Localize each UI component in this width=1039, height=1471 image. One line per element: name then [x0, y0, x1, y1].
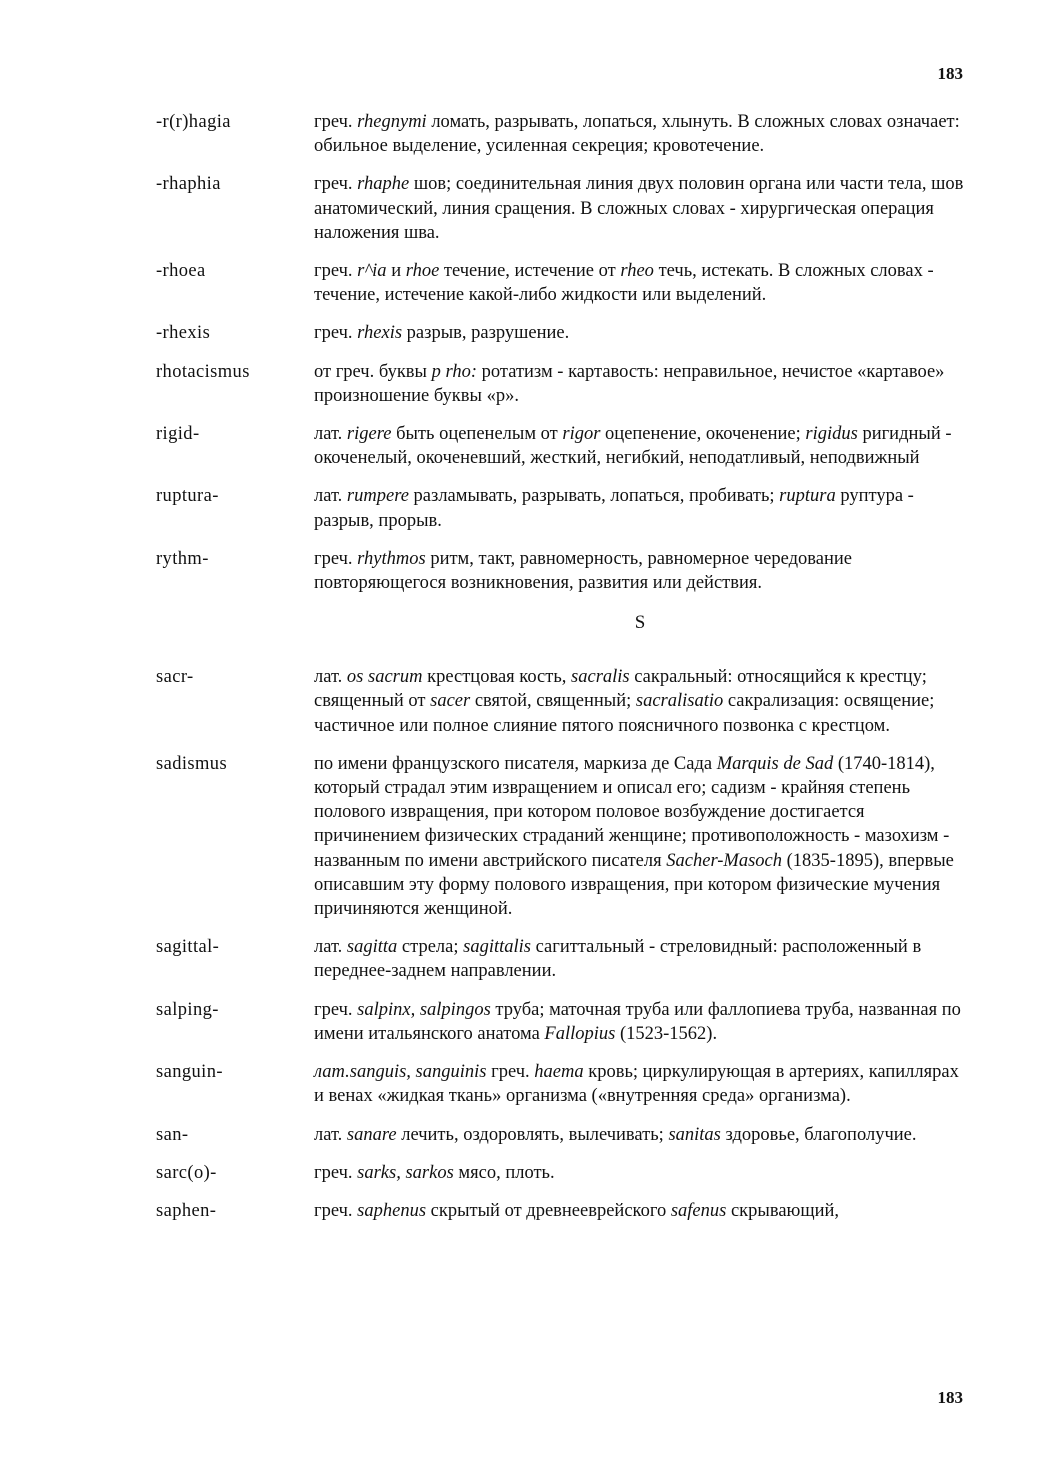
- definition-text: (1835-1895), впервые описавшим эту форму полового извращения, при котором физические мучения причиняются женщиной.: [314, 850, 954, 920]
- entry-definition: [314, 935, 966, 983]
- entry-term: rhotacismus: [156, 361, 250, 382]
- definition-term-italic: rheo: [620, 261, 654, 282]
- dictionary-entry: [156, 172, 966, 245]
- definition-term-italic: saphenus: [357, 1200, 427, 1221]
- definition-text: мясо, плоть.: [453, 1162, 555, 1183]
- definition-text: лат.: [314, 486, 347, 507]
- definition-text: от греч. буквы: [314, 361, 432, 382]
- definition-text: ригидный - окоченелый, окоченевший, жесткий, негибкий, неподатливый, неподвижный: [314, 424, 952, 469]
- definition-text: лат.: [314, 1124, 347, 1145]
- dictionary-entry: [156, 422, 966, 470]
- definition-term-italic: rumpere: [346, 486, 409, 507]
- definition-text: и: [386, 261, 406, 282]
- dictionary-entry: [156, 1199, 966, 1223]
- definition-term-italic: р: [431, 361, 441, 382]
- definition-text: (1523-1562).: [615, 1023, 718, 1044]
- entry-definition: [314, 110, 966, 158]
- definition-text: разрыв, разрушение.: [402, 323, 570, 344]
- definition-text: лат.: [314, 937, 347, 958]
- definition-term-italic: rhexis: [357, 323, 403, 344]
- definition-term-italic: safenus: [670, 1200, 727, 1221]
- definition-text: скрывающий,: [726, 1200, 840, 1221]
- definition-text: шов; соединительная линия двух половин органа или части тела, шов анатомический, линия сращения. В сложных словах - хирургическая операция наложения шва.: [314, 174, 964, 243]
- entry-term: rigid-: [156, 424, 200, 445]
- definition-text: ритм, такт, равномерность, равномерное чередование повторяющегося возникновения, развития или действия.: [314, 548, 852, 594]
- definition-text: по имени французского писателя, маркиза де Сада: [314, 753, 717, 774]
- definition-term-italic: лат.sanguis, sanguinis: [314, 1062, 487, 1083]
- entry-definition: [314, 1199, 966, 1223]
- definition-term-italic: rhegnymi: [357, 112, 427, 132]
- entry-term: -rhoea: [156, 261, 206, 282]
- definition-text: греч.: [314, 548, 358, 569]
- definition-term-italic: haema: [534, 1062, 584, 1083]
- entry-definition: [314, 321, 966, 345]
- definition-term-italic: sanitas: [668, 1124, 721, 1145]
- entry-definition: [314, 998, 966, 1046]
- definition-term-italic: sagittalis: [463, 937, 531, 958]
- dictionary-entry: [156, 935, 966, 983]
- definition-text: сагиттальный - стреловидный: расположенный в переднее-заднем направлении.: [314, 937, 922, 982]
- definition-text: греч.: [314, 174, 358, 195]
- dictionary-entry: [156, 665, 966, 738]
- entries-group-s: [156, 665, 966, 1223]
- dictionary-entry: [156, 110, 966, 158]
- definition-term-italic: sarks, sarkos: [357, 1162, 454, 1183]
- entry-definition: [314, 547, 966, 595]
- entry-term: san-: [156, 1124, 189, 1145]
- entry-term: ruptura-: [156, 486, 219, 507]
- entry-definition: [314, 752, 966, 921]
- definition-text: лат.: [314, 667, 347, 688]
- entry-term: saphen-: [156, 1200, 217, 1221]
- definition-term-italic: Fallopius: [544, 1023, 616, 1044]
- dictionary-entries: [156, 110, 966, 1237]
- entry-term: salping-: [156, 999, 219, 1020]
- definition-text: течь, истекать. В сложных словах - течение, истечение какой-либо жидкости или выделений.: [314, 261, 934, 306]
- entry-definition: [314, 484, 966, 532]
- entry-definition: [314, 665, 966, 738]
- definition-term-italic: os sacrum: [346, 667, 423, 688]
- definition-text: (1740-1814), который страдал этим извращением и описал его; садизм - крайняя степень полового извращения, при котором половое возбуждение достигается причинением физических страданий женщине; противоположность - мазохизм - названным по имени австрийского писателя: [314, 753, 950, 871]
- dictionary-entry: [156, 259, 966, 307]
- definition-term-italic: salpinx, salpingos: [357, 999, 491, 1020]
- section-letter: S: [634, 612, 646, 634]
- entries-group-r: [156, 110, 966, 595]
- entry-definition: [314, 1060, 966, 1108]
- definition-text: оцепенение, окоченение;: [600, 424, 806, 445]
- dictionary-entry: [156, 998, 966, 1046]
- definition-text: ротатизм - картавость: неправильное, нечистое «картавое» произношение буквы «р».: [314, 361, 945, 406]
- definition-term-italic: rhaphe: [357, 174, 410, 195]
- definition-text: быть оцепенелым от: [391, 424, 563, 445]
- definition-term-italic: sacralis: [571, 667, 630, 688]
- page-number-top: 183: [937, 64, 963, 83]
- definition-text: скрытый от древнееврейского: [426, 1200, 671, 1221]
- definition-text: здоровье, благополучие.: [720, 1124, 917, 1145]
- definition-term-italic: r^ia: [357, 261, 387, 282]
- definition-text: ломать, разрывать, лопаться, хлынуть. В сложных словах означает: обильное выделение, усиленная секреция; кровотечение.: [314, 112, 960, 157]
- entry-definition: [314, 1123, 966, 1147]
- entry-definition: [314, 1161, 966, 1185]
- definition-text: течение, истечение от: [439, 261, 621, 282]
- definition-term-italic: ruptura: [779, 486, 836, 507]
- dictionary-entry: [156, 1123, 966, 1147]
- definition-text: греч.: [314, 261, 358, 282]
- definition-text: руптура - разрыв, прорыв.: [314, 486, 914, 531]
- dictionary-entry: [156, 547, 966, 595]
- definition-text: греч.: [314, 1200, 358, 1221]
- entry-definition: [314, 172, 966, 245]
- dictionary-entry: [156, 752, 966, 921]
- entry-definition: [314, 360, 966, 408]
- definition-term-italic: rigere: [346, 424, 392, 445]
- definition-text: святой, священный;: [470, 691, 636, 712]
- dictionary-entry: [156, 484, 966, 532]
- definition-text: лечить, оздоровлять, вылечивать;: [396, 1124, 669, 1145]
- definition-text: сакрализация: освящение; частичное или полное слияние пятого поясничного позвонка с крестцом.: [314, 691, 935, 736]
- entry-term: sacr-: [156, 667, 194, 688]
- definition-text: стрела;: [397, 937, 464, 958]
- definition-term-italic: rigor: [562, 424, 601, 445]
- dictionary-entry: [156, 360, 966, 408]
- dictionary-entry: [156, 321, 966, 345]
- entry-term: sanguin-: [156, 1062, 223, 1083]
- entry-term: sadismus: [156, 753, 228, 774]
- definition-text: труба; маточная труба или фаллопиева труба, названная по имени итальянского анатома: [314, 999, 961, 1044]
- definition-term-italic: Sacher-Masoch: [666, 850, 782, 871]
- definition-term-italic: Marquis de Sad: [716, 753, 834, 774]
- entry-definition: [314, 259, 966, 307]
- entry-term: sagittal-: [156, 937, 220, 958]
- definition-term-italic: rhythmos: [357, 548, 426, 569]
- entry-term: rythm-: [156, 548, 209, 569]
- definition-text: греч.: [314, 323, 358, 344]
- definition-text: греч.: [314, 1162, 358, 1183]
- definition-text: греч.: [486, 1062, 535, 1083]
- definition-term-italic: sacralisatio: [635, 691, 724, 712]
- entry-term: -rhexis: [156, 323, 211, 344]
- definition-text: кровь; циркулирующая в артериях, капиллярах и венах «жидкая ткань» организма («внутренняя среда» организма).: [314, 1062, 959, 1107]
- entry-term: sarc(o)-: [156, 1162, 217, 1183]
- dictionary-entry: [156, 1161, 966, 1185]
- entry-definition: [314, 422, 966, 470]
- definition-term-italic: sanare: [346, 1124, 397, 1145]
- definition-text: разламывать, разрывать, лопаться, пробивать;: [408, 486, 780, 507]
- definition-text: крестцовая кость,: [422, 667, 572, 688]
- definition-term-italic: sacer: [430, 691, 471, 712]
- definition-text: сакральный: относящийся к крестцу; священный от: [314, 667, 927, 712]
- definition-term-italic: rho:: [445, 361, 478, 382]
- definition-text: лат.: [314, 424, 347, 445]
- definition-term-italic: rhoe: [405, 261, 440, 282]
- definition-text: греч.: [314, 112, 358, 132]
- entry-term: -rhaphia: [156, 174, 221, 195]
- definition-term-italic: sagitta: [346, 937, 398, 958]
- definition-text: греч.: [314, 999, 358, 1020]
- definition-term-italic: rigidus: [805, 424, 858, 445]
- dictionary-entry: [156, 1060, 966, 1108]
- page-number-bottom: 183: [937, 1388, 963, 1407]
- entry-term: -r(r)hagia: [156, 112, 231, 132]
